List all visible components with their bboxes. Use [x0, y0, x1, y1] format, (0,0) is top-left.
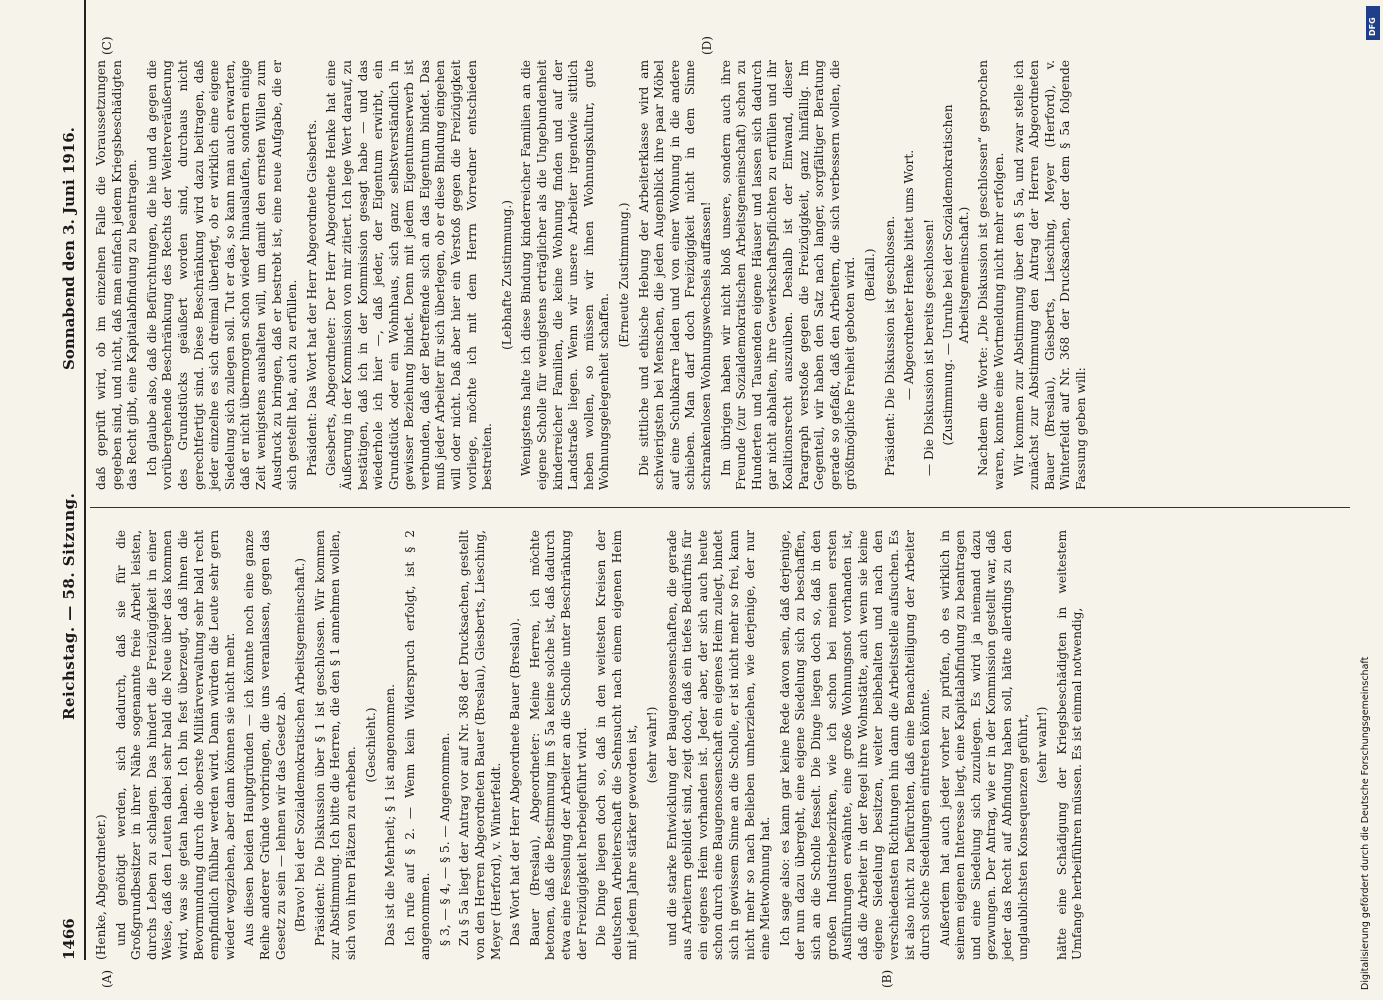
paragraph: — Die Diskussion ist bereits geschlossen! — [921, 219, 936, 476]
margin-marker-a: (A) — [100, 969, 114, 988]
paragraph: § 3, — § 4, — § 5. — Angenommen. — [437, 732, 452, 946]
rotated-page-content — [60, 36, 1360, 988]
paragraph: hätte eine Schädigung der Kriegsbeschädigten in weitestem Umfange herbeiführen müssen. Es ist einmal notwendig, — [1054, 530, 1085, 960]
paragraph: und die starke Entwicklung der Baugenossenschaften, die gerade aus Arbeitern gebildet sind, zeigt doch, daß ein tiefes Bedürfnis für ein eigenes Heim vorhanden ist. Jeder aber, der sich auch heute schon durch eine Baugenossenschaft ein eigenes Heim zulegt, bindet sich in gewissem Sinne an die Scholle, er ist nicht mehr so frei, kann nicht mehr so nach Belieben umherziehen, wie derjenige, der nur eine Mietwohnung hat. — [664, 530, 773, 960]
margin-marker-d: (D) — [700, 36, 714, 55]
interjection: (Erneute Zustimmung.) — [617, 202, 631, 348]
dfg-logo: DFG — [1366, 6, 1380, 40]
paragraph: Außerdem hat auch jeder vorher zu prüfen, ob es wirklich in seinem eigenen Interesse liegt, eine Kapitalabfindung zu beantragen und eine Siedelung sich zuzulegen. Es wird ja niemand dazu gezwungen. Der Antrag, wie er in der Kommission gestellt war, daß jeder das Recht auf Abfindung haben soll, hätte allerdings zu den unglaublichsten Konsequenzen geführt, — [937, 530, 1030, 960]
paragraph: Die Dinge liegen doch so, daß in den weitesten Kreisen der deutschen Arbeiterschaft die Sehnsucht nach einem eigenen Heim mit jedem Jahre stärker geworden ist, — [594, 530, 640, 960]
header-rule — [84, 0, 86, 960]
digitization-note — [1360, 10, 1376, 990]
digitization-note-text: Digitalisierung gefördert durch die Deutsche Forschungsgemeinschaft — [1360, 656, 1371, 990]
paragraph: Im übrigen haben wir nicht bloß unsere, sondern auch ihre Freunde (zur Sozialdemokratischen Arbeitsgemeinschaft) schon zu Hunderten und Tausenden eigene Häuser und lassen sich dadurch gar nicht abhalten, ihre Gewerkschaftspflichten zu erfüllen und ihr Koalitionsrecht auszuüben. Deshalb ist der Einwand, dieser Paragraph verstoße gegen die Freizügigkeit, ganz hinfällig. Im Gegenteil, wir haben den Satz nach langer, sorgfältiger Beratung gerade so gefaßt, daß den Arbeitern, die sich verbessern wollen, die größtmögliche Freiheit geboten wird. — [718, 60, 858, 490]
paragraph: Bauer (Breslau), Abgeordneter: Meine Herren, ich möchte betonen, daß die Bestimmung im § 5a keine solche ist, daß dadurch etwa eine Fesselung der Arbeiter an die Scholle unter Beschränkung der Freizügigkeit herbeigeführt wird. — [527, 530, 589, 960]
speaker-heading: (Henke, Abgeordneter.) — [94, 814, 108, 960]
interjection: (Bravo! bei der Sozialdemokratischen Arbeitsgemeinschaft.) — [293, 558, 308, 932]
paragraph: Präsident: Die Diskussion ist geschlossen. — [882, 215, 897, 476]
column-separator — [90, 507, 1350, 508]
paragraph: Ich sage also: es kann gar keine Rede davon sein, daß derjenige, der nun dazu übergeht, eine eigene Siedelung sich zu beschaffen, sich an die Scholle fesselt. Die Dinge liegen doch so, daß in den großen Industriebezirken, wie ich schon bei meinen ersten Ausführungen erwähnte, eine große Wohnungsnot vorhanden ist, daß die Arbeiter in der Regel ihre Wohnstätte, auch wenn sie keine eigene Siedelung besitzen, weiter beibehalten und nach den verschiedensten Richtungen hin dann die Arbeitsstelle aufsuchen. Es ist also nicht zu befürchten, daß eine Benachteiligung der Arbeiter durch solche Siedelungen eintreten könnte. — [777, 530, 933, 960]
page-number: 1466 — [60, 918, 78, 960]
paragraph: Aus diesen beiden Hauptgründen — ich könnte noch eine ganze Reihe anderer Gründe vorbringen, die uns veranlassen, gegen das Gesetz zu sein — lehnen wir das Gesetz ab. — [242, 530, 288, 960]
session-date: Sonnabend den 3. Juni 1916. — [60, 127, 78, 370]
paragraph: Wir kommen zur Abstimmung über den § 5a, und zwar stelle ich zunächst zur Abstimmung den Antrag der Herren Abgeordneten Bauer (Breslau), Giesberts, Liesching, Meyer (Herford), v. Winterfeldt auf Nr. 368 der Drucksachen, der dem § 5a folgende Fassung geben will: — [1011, 60, 1089, 490]
paragraph: Wenigstens halte ich diese Bindung kinderreicher Familien an die eigene Scholle für wenigstens erträglicher als die Ungebundenheit kinderreicher Familien, die keine Wohnung finden und auf der Landstraße liegen. Wenn wir unsere Arbeiter irgendwie sittlich heben wollen, so müssen wir ihnen Wohnungskultur, gute Wohnungsgelegenheit schaffen. — [519, 60, 612, 490]
paragraph: Ich rufe auf § 2. — Wenn kein Widerspruch erfolgt, ist § 2 angenommen. — [402, 530, 433, 960]
paragraph: Nachdem die Worte: „Die Diskussion ist geschlossen“ gesprochen waren, konnte eine Wortmeldung nicht mehr erfolgen. — [976, 60, 1007, 490]
interjection: (sehr wahr!) — [645, 706, 659, 784]
interjection: (Geschieht.) — [363, 707, 378, 783]
paragraph: und genötigt werden, sich dadurch, daß sie für die Großgrundbesitzer in ihrer Nähe sogenannte freie Arbeit leisten, durchs Leben zu schlagen. Das hindert die Freizügigkeit in einer Weise, daß den Leuten dabei sehr bald die Neue über das kommen wird, was sie getan haben. Ich bin fest überzeugt, daß ihnen die Bevormundung durch die oberste Militärverwaltung sehr bald recht empfindlich fühlbar werden wird. Dann würden die Leute sehr gern wieder wegziehen, aber dann können sie nicht mehr. — [113, 530, 237, 960]
paragraph: Das Wort hat der Herr Abgeordnete Bauer (Breslau). — [508, 617, 523, 946]
right-column — [94, 60, 1094, 490]
paragraph: Ich glaube also, daß die Befürchtungen, die hie und da gegen die vorübergehende Beschränkung des Rechts der Weiterveräußerung des Grundstücks geäußert worden sind, durchaus nicht gerechtfertigt sind. Diese Beschränkung wird dazu beitragen, daß jeder einzelne es sich dreimal überlegt, ob er wirklich eine eigene Siedelung sich zulegen soll. Tut er das, so kann man auch erwarten, daß er nicht übermorgen schon wieder hinauslaufen, sondern einige Zeit wenigstens aushalten will, um damit den ernsten Willen zum Ausdruck zu bringen, daß er bestrebt ist, eine neue Aufgabe, die er sich gestellt hat, auch zu erfüllen. — [144, 60, 300, 490]
interjection: (Zustimmung. — Unruhe bei der Sozialdemokratischen Arbeitsgemeinschaft.) — [941, 104, 971, 446]
paragraph: Die sittliche und ethische Hebung der Arbeiterklasse wird am schwierigsten bei Menschen, die jeden Augenblick ihre paar Möbel auf eine Schubkarre laden und von einer Wohnung in die andere schieben. Man darf doch Freizügigkeit nicht in dem Sinne schrankenlosen Wohnungswechsels auffassen! — [636, 60, 713, 490]
interjection: — Abgeordneter Henke bittet ums Wort. — [902, 149, 917, 401]
paragraph: Das ist die Mehrheit; § 1 ist angenommen. — [383, 684, 398, 946]
interjection: (Beifall.) — [862, 248, 877, 302]
margin-marker-b: (B) — [880, 969, 894, 988]
paragraph: Präsident: Die Diskussion über § 1 ist geschlossen. Wir kommen zur Abstimmung. Ich bitte die Herren, die den § 1 annehmen wollen, sich von ihren Plätzen zu erheben. — [312, 530, 358, 960]
left-column — [94, 530, 1090, 960]
paragraph: Giesberts, Abgeordneter: Der Herr Abgeordnete Henke hat eine Äußerung in der Kommission von mir zitiert. Ich lege Wert darauf, zu bestätigen, daß ich in der Kommission gesagt habe — und das wiederhole ich hier —, daß jeder, der Eigentum erwirbt, ein Grundstück oder ein Wohnhaus, sich ganz selbstverständlich in gewisser Beziehung bindet. Denn mit jedem Eigentumserwerb ist verbunden, daß der Betreffende sich an das Eigentum bindet. Das muß jeder Arbeiter für sich überlegen, ob er diese Bindung eingehen will oder nicht. Daß aber hier ein Verstoß gegen die Freizügigkeit vorliege, möchte ich mit dem Herrn Vorredner entschieden bestreiten. — [324, 60, 495, 490]
paragraph: daß geprüft wird, ob im einzelnen Falle die Voraussetzungen gegeben sind, und nicht, daß man einfach jedem Kriegsbeschädigten das Recht gibt, eine Kapitalabfindung zu beantragen. — [94, 60, 140, 490]
paragraph: Zu § 5a liegt der Antrag vor auf Nr. 368 der Drucksachen, gestellt von den Herren Abgeordneten Bauer (Breslau), Giesberts, Liesching, Meyer (Herford), v. Winterfeldt. — [457, 530, 503, 960]
paragraph: Präsident: Das Wort hat der Herr Abgeordnete Giesberts. — [304, 119, 319, 476]
page-header — [60, 40, 84, 960]
margin-marker-c: (C) — [100, 36, 114, 55]
interjection: (sehr wahr!) — [1035, 706, 1050, 784]
session-title: Reichstag. — 58. Sitzung. — [60, 492, 78, 720]
interjection: (Lebhafte Zustimmung.) — [499, 199, 514, 351]
